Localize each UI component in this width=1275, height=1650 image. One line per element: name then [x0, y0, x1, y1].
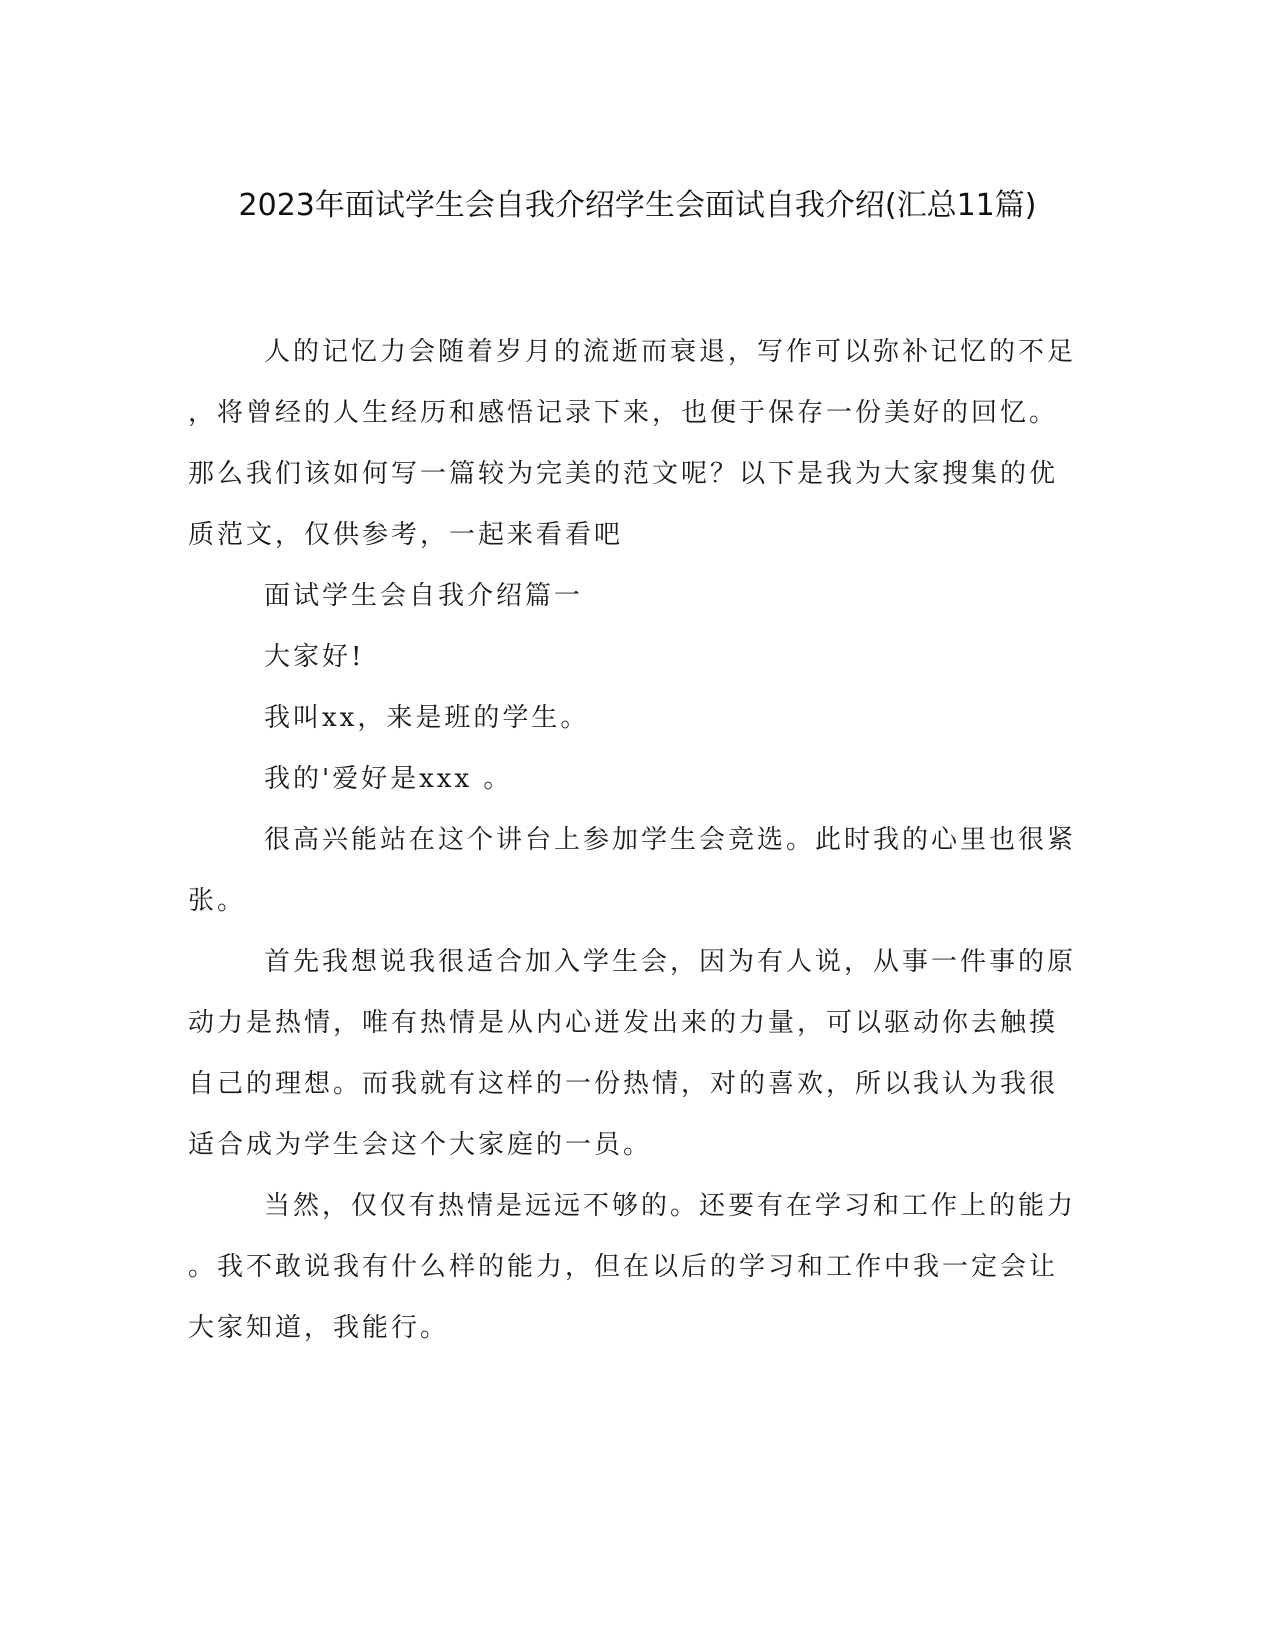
paragraph-3: [188, 1176, 1078, 1359]
paragraph-2-line-2: 动力是热情，唯有热情是从内心迸发出来的力量，可以驱动你去触摸: [188, 1008, 1059, 1038]
paragraph-2-line-4: 适合成为学生会这个大家庭的一员。: [188, 1130, 653, 1160]
document-title: 2023年面试学生会自我介绍学生会面试自我介绍(汇总11篇): [238, 188, 1037, 223]
document-body: [188, 322, 1078, 1359]
intro-line-4: 质范文，仅供参考，一起来看看吧: [188, 520, 624, 550]
greeting-line: 大家好!: [264, 642, 365, 672]
paragraph-3-line-1: 当然，仅仅有热情是远远不够的。还要有在学习和工作上的能力: [264, 1191, 1077, 1221]
intro-line-3: 那么我们该如何写一篇较为完美的范文呢？以下是我为大家搜集的优: [188, 459, 1059, 489]
intro-paragraph: [188, 322, 1078, 566]
paragraph-2: [188, 932, 1078, 1176]
paragraph-3-line-2: 。我不敢说我有什么样的能力，但在以后的学习和工作中我一定会让: [188, 1252, 1059, 1282]
intro-line-1: 人的记忆力会随着岁月的流逝而衰退，写作可以弥补记忆的不足: [264, 337, 1077, 367]
paragraph-3-line-3: 大家知道，我能行。: [188, 1313, 450, 1343]
paragraph-1-line-1: 很高兴能站在这个讲台上参加学生会竞选。此时我的心里也很紧: [264, 825, 1077, 855]
intro-line-2: ，将曾经的人生经历和感悟记录下来，也便于保存一份美好的回忆。: [188, 398, 1059, 428]
paragraph-2-line-1: 首先我想说我很适合加入学生会，因为有人说，从事一件事的原: [264, 947, 1077, 977]
name-line: 我叫xx，来是班的学生。: [264, 703, 590, 733]
hobby-line: 我的'爱好是xxx 。: [264, 764, 513, 794]
paragraph-1-line-2: 张。: [188, 886, 247, 916]
section-heading: 面试学生会自我介绍篇一: [264, 581, 584, 611]
paragraph-1: [188, 810, 1078, 932]
paragraph-2-line-3: 自己的理想。而我就有这样的一份热情，对的喜欢，所以我认为我很: [188, 1069, 1059, 1099]
